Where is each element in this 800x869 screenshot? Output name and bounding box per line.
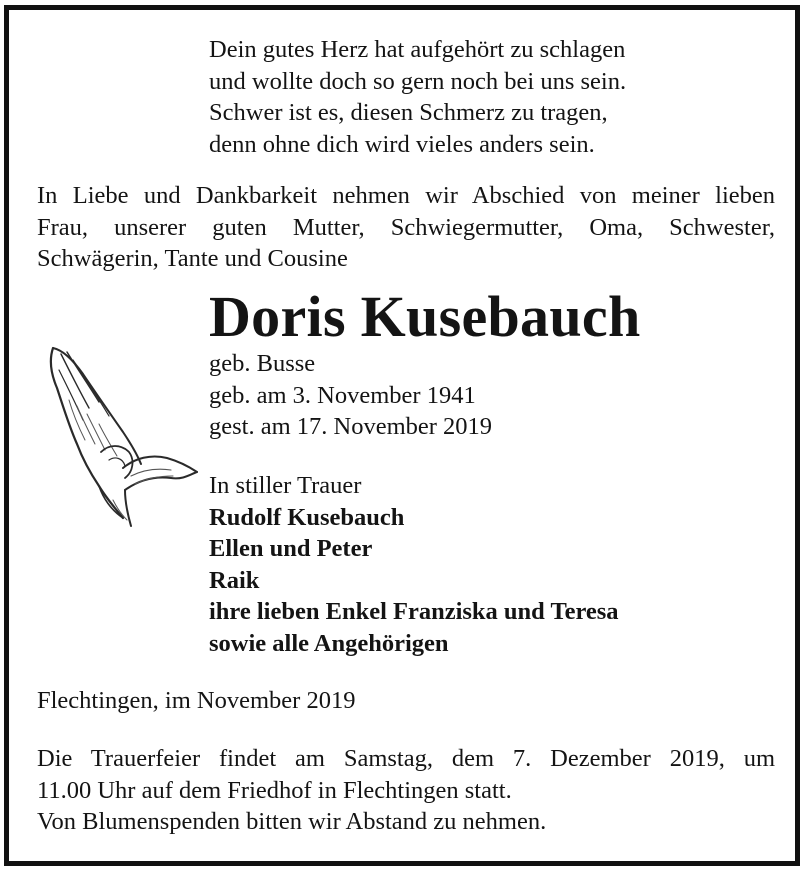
intro-text [37, 180, 775, 275]
poem-line: denn ohne dich wird vieles anders sein. [209, 130, 595, 158]
poem-line: Dein gutes Herz hat aufgehört zu schlagen [209, 36, 626, 63]
mourning-heading: In stiller Trauer [209, 472, 362, 499]
mourner-name: Rudolf Kusebauch [209, 503, 405, 531]
death-date: gest. am 17. November 2019 [209, 413, 493, 440]
life-dates [209, 348, 492, 443]
mourner-name: Ellen und Peter [209, 535, 373, 562]
poem-line: Schwer ist es, diesen Schmerz zu tragen, [209, 99, 608, 126]
poem [209, 34, 626, 160]
maiden-name: geb. Busse [209, 350, 316, 377]
intro-line: Frau, unserer guten Mutter, Schwiegermutter, Oma, Schwester, [37, 213, 775, 241]
service-line: Von Blumenspenden bitten wir Abstand zu nehmen. [37, 808, 547, 835]
mourner-name: ihre lieben Enkel Franziska und Teresa [209, 598, 619, 625]
mourners [209, 470, 619, 659]
service-info [37, 743, 775, 838]
intro-line: Schwägerin, Tante und Cousine [37, 245, 348, 272]
praying-hands-icon [39, 340, 199, 530]
intro-line: In Liebe und Dankbarkeit nehmen wir Abschied von meiner lieben [37, 182, 775, 209]
service-line: Die Trauerfeier findet am Samstag, dem 7. Dezember 2019, um [37, 745, 775, 772]
mourner-name: sowie alle Angehörigen [209, 629, 449, 657]
birth-date: geb. am 3. November 1941 [209, 381, 476, 409]
deceased-name: Doris Kusebauch [209, 284, 641, 349]
mourner-name: Raik [209, 566, 260, 594]
service-line: 11.00 Uhr auf dem Friedhof in Flechtingen statt. [37, 776, 512, 804]
poem-line: und wollte doch so gern noch bei uns sein. [209, 67, 627, 95]
place-date: Flechtingen, im November 2019 [37, 687, 356, 714]
obituary-notice [4, 5, 800, 866]
